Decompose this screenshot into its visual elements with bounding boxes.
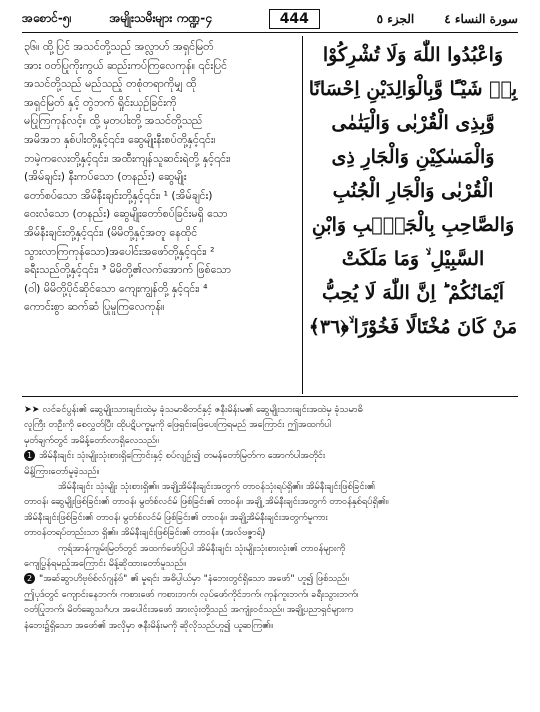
translation-line: အသင်တို့သည် မည်သည့် တစုံတရာကိုမျှ ထို	[24, 77, 197, 91]
footnote-text: အိမ်နီးချင်း သုံးမျိုးသုံးစားရှိကြောင်းနှင့် စပ်လျဉ်း၍ တမန်တော်မြတ်က အောက်ပါအတိုင်း	[39, 450, 326, 462]
section-title: အမျိုးသမီးများ ကဏ္ဍ-၄	[109, 11, 213, 25]
volume-label: အစောင်-၅၊	[22, 11, 72, 25]
translation-line: (ဝါ) မိမိတို့ပိုင်ဆိုင်သော ကျေးကျွန်တို့ နှင့်၎င်း၊ ⁴	[24, 281, 208, 295]
footnote-body-line: ဝတ်ပြုဘက်၊ မိတ်ဆွေသင်္ဂဟ၊ အပေါင်းအဖော် အားလုံးတို့သည် အကျုံးဝင်သည်။ အချို့ပညာရှင်များက	[24, 604, 354, 616]
translation-line: အား ဝတ်ပြုကိုးကွယ် ဆည်းကပ်ကြလေကုန်။ ၎င်းပြင်	[24, 58, 228, 72]
translation-line: (အိမ်ချင်း) နီးကပ်သော (တနည်း) ဆွေမျိုး	[24, 170, 187, 184]
arabic-line: الْقُرْبٰى وَالْجَارِ الْجُنُبِ	[332, 180, 494, 202]
footnote-body-line: နံဘေး၌ရှိသော အဖော်၏ အလိုမှာ ဇနီးမိန်းမကို ဆိုလိုသည်ဟူ၍ ယူဆကြ၏။	[24, 619, 274, 631]
footnote-1	[24, 448, 518, 463]
translation-line: တော်စပ်သော အိမ်နီးချင်းတို့နှင့်၎င်း၊ ¹ (အိမ်ချင်း)	[24, 188, 213, 202]
footnote-text: "အဆ်ဆွာဟိဗုဗ်စ်လ်ဂျန်ဗ်" ၏ မူရင်း အဓိပ္ပါယ်မှာ "နံဘေးတွင်ရှိသော အဖော်" ဟူ၍ ဖြစ်သည်။	[39, 573, 349, 585]
translation-line: ကောင်းစွာ ဆက်ဆံ ပြုမူကြလေကုန်။	[24, 300, 165, 314]
footnote-marker-2: 2	[24, 573, 35, 584]
footnote-marker-1: 1	[24, 450, 35, 461]
footnote-rule	[22, 396, 518, 397]
translation-line: အရှင်မြတ် နှင့် တွဲဘက် ရှိုင်းယှဉ်ခြင်းကို	[24, 95, 177, 109]
footnote-body-line: အိမ်နီးချင်း သုံးမျိုး သုံးစားရှိ၏။ အချို့အိမ်နီးချင်းအတွက် တာဝန်သုံးရပ်ရှိ၏။ အိမ်နီးချင်းဖြစ်ခြင်း၏	[58, 481, 376, 493]
footnote-text: မိန့်ကြားတော်မူခဲ့သည်။	[24, 465, 100, 477]
footnote-body-line: တာဝန်၊ ဆွေမျိုးဖြစ်ခြင်း၏ တာဝန်၊ မွတ်စ်လင်မ် ဖြစ်ခြင်း၏ တာဝန်။ အချို့ အိမ်နီးချင်းအတွက် တာဝန်နှစ်ရပ်ရှိ၏။	[24, 496, 389, 508]
translation-line: ဘမဲ့ကလေးတို့နှင့်၎င်း၊ အထီးကျန်သူဆင်းရဲတို့ နှင့်၎င်း၊	[24, 151, 231, 165]
footnote-body-line: ဤပုဒ်တွင် ကျောင်းနေဘက်၊ ကစားဖော် ကစားဘက်၊ လုပ်ဖော်ကိုင်ဘက်၊ ကုန်ကူးဘက်၊ ခရီးသွားဘက်၊	[24, 588, 359, 600]
arabic-line: وَالصَّاحِبِ بِالْجَنْۢبِ وَابْنِ	[311, 214, 515, 236]
footnote-intro-line: ➤➤ လင်ခင်ပွန်း၏ ဆွေမျိုးသားချင်းထဲမှ ခုံသမာဓိတင်နှင့် ဇနီးမိန်းမ၏ ဆွေမျိုးသားချင်းအထဲမှ ခုံသမာဓိ	[24, 404, 363, 415]
translation-line: ၃၆။ ထို့ပြင် အသင်တို့သည် အလ္လာဟ် အရှင်မြတ်	[24, 40, 214, 53]
header-rule	[22, 32, 518, 33]
page-header	[22, 8, 518, 30]
footnote-2	[24, 571, 518, 586]
translation-line: သွားလာကြကုန်သော)အပေါင်းအဖော်တို့နှင့်၎င်း၊ ²	[24, 244, 215, 258]
translation-line: ဝေးလံသော (တနည်း) ဆွေမျိုးတော်စပ်ခြင်းမရှိ သော	[24, 207, 228, 221]
footnote-intro-line: မှတ်ချက်တွင် အမိန့်တော်လာရှိလေသည်။	[24, 434, 159, 446]
surah-label: سورة النساء ٤	[444, 12, 518, 26]
arabic-line: السَّبِيْلِ ۙ وَمَا مَلَكَتْ	[341, 248, 485, 270]
juz-label: الجزء ٥	[376, 12, 415, 26]
arabic-line: بِهٖ شَيْـًٔا وَّبِالْوَالِدَيْنِ اِحْسَانًا	[308, 78, 518, 100]
footnote-body-line: ကုရ်အာန်ကျမ်းမြတ်တွင် အထက်ဖော်ပြပါ အိမ်နီးချင်း သုံးမျိုးသုံးစားလုံး၏ တာဝန်များကို	[58, 542, 346, 554]
column-divider	[302, 36, 303, 394]
footnote-body-line: ကျေပြွန်ရမည့်အကြောင်း မိန့်ဆိုထားတော်မူသည်။	[24, 558, 187, 570]
arabic-column	[308, 38, 518, 388]
arabic-line: مَنْ كَانَ مُخْتَالًا فَخُوْرًا ۙ﴿٣٦﴾	[308, 316, 518, 338]
footnote-body-line: တာဝန်တရပ်တည်းသာ ရှိ၏။ အိမ်နီးချင်းဖြစ်ခြင်း၏ တာဝန်။ (အလ်ဗဇ္ဇာရ်)	[24, 527, 266, 539]
arabic-line: وَاعْبُدُوا اللّٰهَ وَلَا تُشْرِكُوْا	[322, 44, 504, 66]
footnote-intro-line: လူကြီး တဦးကို စေလွှတ်ပြီး ထိုပဋိပက္ခမှုကို ဖြေရှင်းဖြေပေးကြရမည် အကြောင်း ဤအထက်ပါ	[24, 419, 332, 431]
header-left	[22, 10, 212, 28]
translation-line: မပြုကြကုန်လင့်။ ထို့ မှတပါးတို့ အသင်တို့သည်	[24, 114, 203, 128]
arabic-line: وَالْمَسٰكِيْنِ وَالْجَارِ ذِى	[331, 146, 495, 168]
translation-column	[24, 38, 296, 388]
header-right	[377, 12, 518, 26]
page-number: 444	[269, 9, 320, 29]
arabic-line: وَّبِذِى الْقُرْبٰى وَالْيَتٰمٰى	[331, 112, 495, 134]
footnote-body-line: အိမ်နီးချင်းဖြစ်ခြင်း၏ တာဝန်၊ မွတ်စ်လင်မ် ဖြစ်ခြင်း၏ တာဝန်။ အချို့အိမ်နီးချင်းအတွက်မူကား	[24, 511, 328, 523]
translation-line: အမိအဘ နှစ်ပါးတို့နှင့်၎င်း၊ ဆွေမျိုးနီးစပ်တို့နှင့်၎င်း၊	[24, 132, 216, 146]
arabic-line: اَيْمَانُكُمْ ؕ اِنَّ اللّٰهَ لَا يُحِبُّ	[321, 282, 505, 304]
translation-line: ခရီးသည်တို့နှင့်၎င်း၊ ³ မိမိတို့၏လက်အောက် ဖြစ်သော	[24, 263, 231, 277]
footnotes	[24, 402, 518, 702]
translation-line: အိမ်နီးချင်းတို့နှင့်၎င်း၊ (မိမိတို့နှင့်အတူ နေထိုင်	[24, 225, 198, 239]
